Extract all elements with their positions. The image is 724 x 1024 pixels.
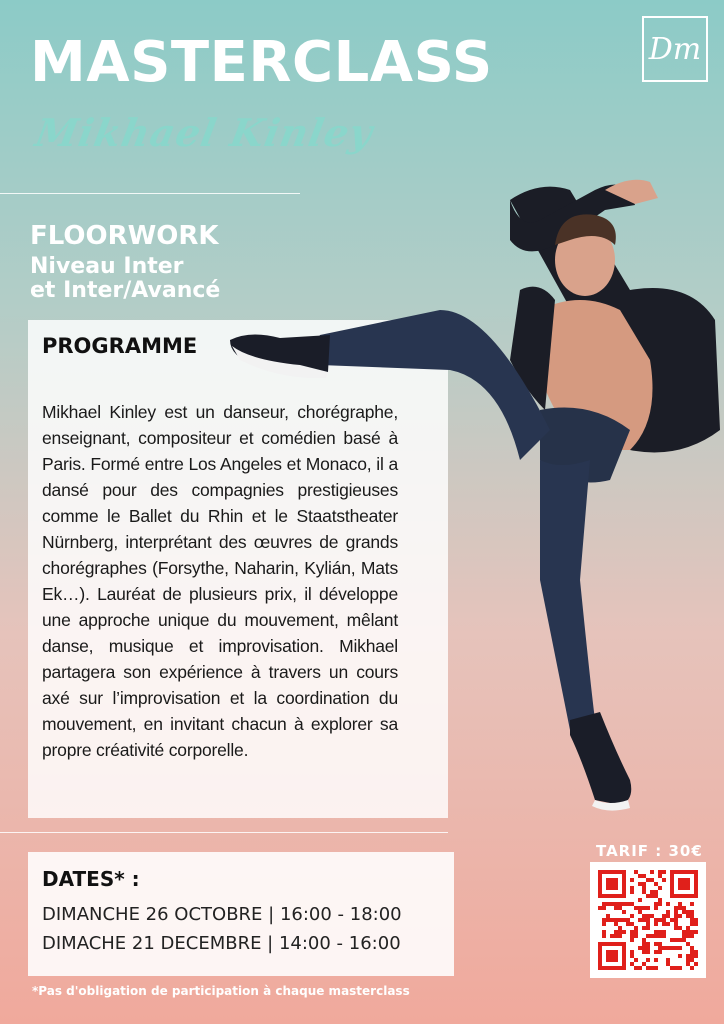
footnote: *Pas d'obligation de participation à chaque masterclass xyxy=(32,984,410,998)
course-info xyxy=(30,221,220,303)
program-text: Mikhael Kinley est un danseur, chorégraphe, enseignant, compositeur et comédien basé à Paris. Formé entre Los Angeles et Monaco, il a dansé pour des compagnies prestigieuses comme le Ballet du Rhin et le Staatstheater Nürnberg, interprétant des œuvres de grands chorégraphes (Forsythe, Naharin, Kylián, Mats Ek…). Lauréat de plusieurs prix, il développe une approche unique du mouvement, mêlant danse, musique et improvisation. Mikhael partagera son expérience à travers un cours axé sur l’improvisation et la coordination du mouvement, en invitant chacun à explorer sa propre créativité corporelle. xyxy=(42,402,398,760)
course-level-line1: Niveau Inter xyxy=(30,254,184,279)
course-level-line2: et Inter/Avancé xyxy=(30,278,221,303)
divider-bottom xyxy=(0,832,448,833)
qr-code-icon[interactable] xyxy=(590,862,706,978)
artist-name: Mikhael Kinley xyxy=(32,110,377,155)
qr-code-pattern xyxy=(598,870,698,970)
price-label: TARIF : 30€ xyxy=(596,842,703,860)
date-line: DIMACHE 21 DECEMBRE | 14:00 - 16:00 xyxy=(42,933,401,954)
date-line: DIMANCHE 26 OCTOBRE | 16:00 - 18:00 xyxy=(42,904,402,925)
program-title: PROGRAMME xyxy=(42,334,198,358)
page-title: MASTERCLASS xyxy=(30,30,493,95)
dm-logo-icon: Dm xyxy=(642,16,708,82)
course-style: FLOORWORK xyxy=(30,221,219,251)
dates-title: DATES* : xyxy=(42,867,140,891)
